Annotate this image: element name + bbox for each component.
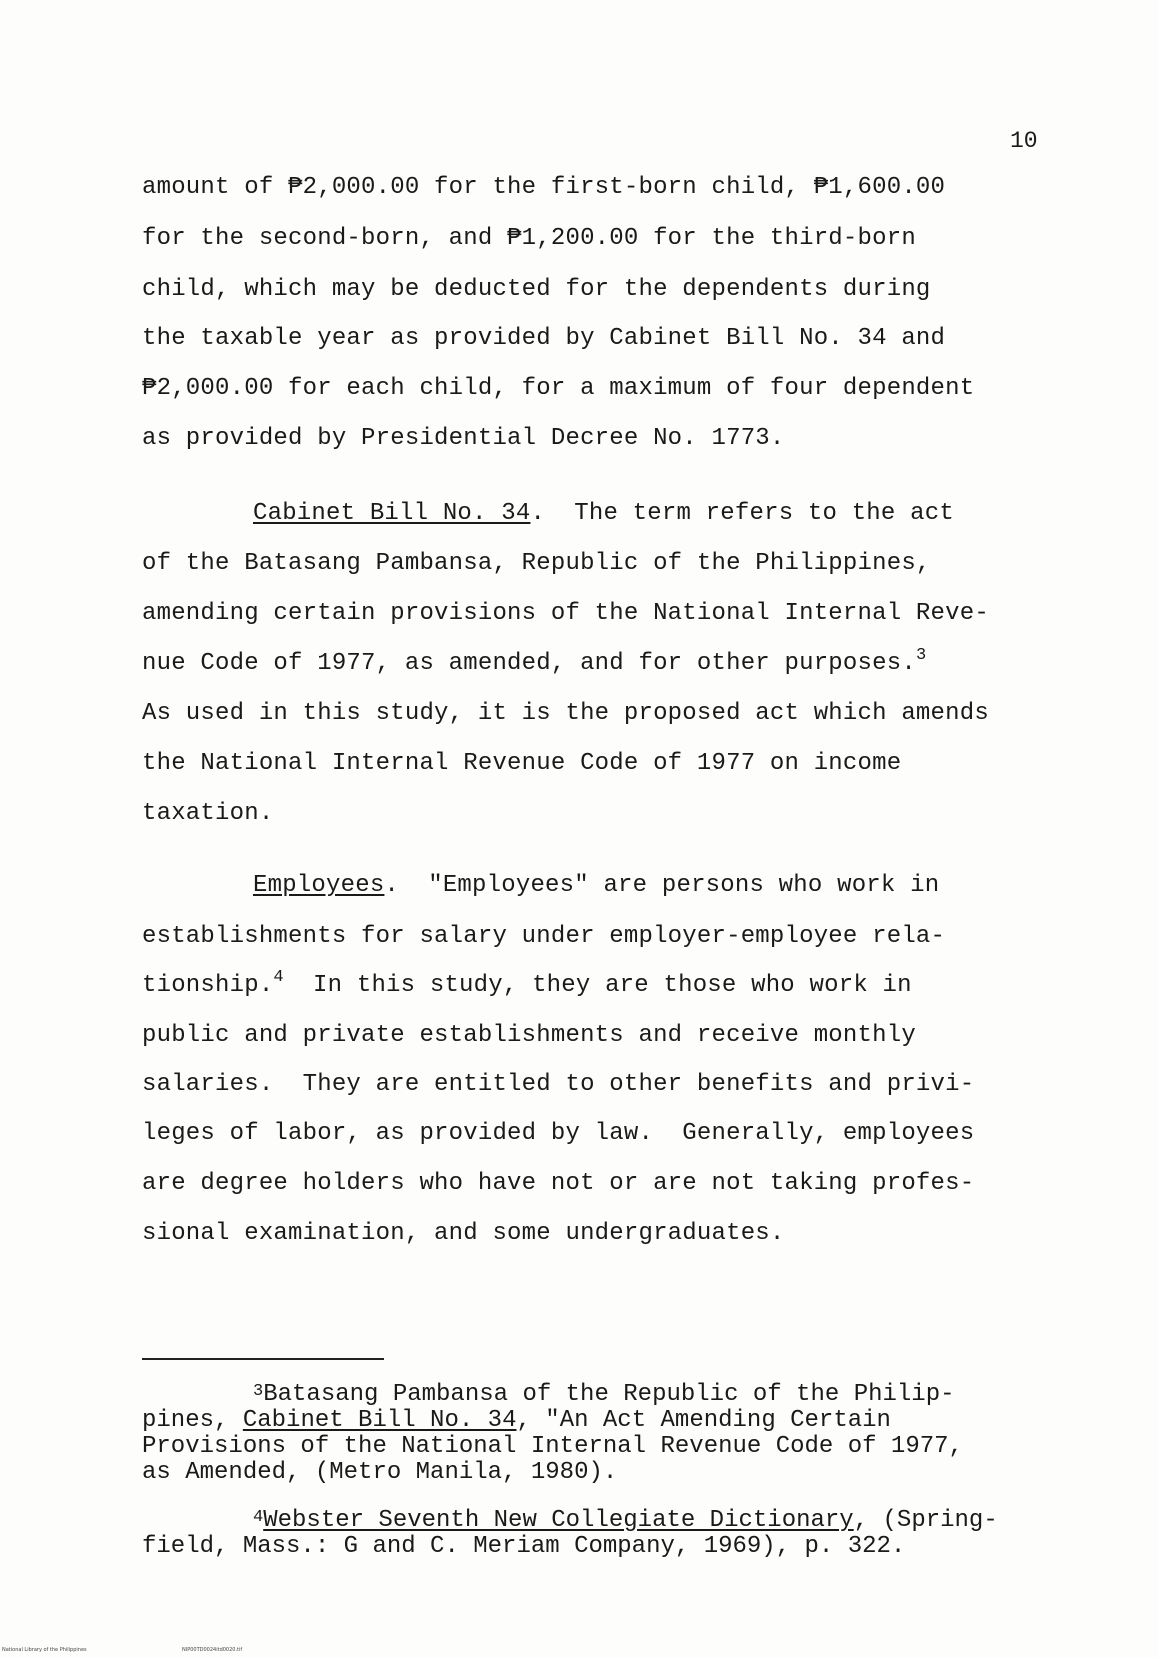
body-line: nue Code of 1977, as amended, and for other purposes.$^3$ xyxy=(142,646,927,677)
defined-term-employees: Employees xyxy=(253,872,385,899)
footnote-4-line: $^4$Webster Seventh New Collegiate Dictionary, (Spring- xyxy=(253,1507,998,1534)
body-line: As used in this study, it is the proposed act which amends xyxy=(142,700,989,727)
body-line: of the Batasang Pambansa, Republic of the Philippines, xyxy=(142,550,931,577)
body-line: are degree holders who have not or are not taking profes- xyxy=(142,1170,975,1197)
body-line: amending certain provisions of the National Internal Reve- xyxy=(142,600,989,627)
body-line: ₱2,000.00 for each child, for a maximum of four dependent xyxy=(142,375,975,402)
scan-footer-filename: NIP00TD0024itd0020.tif xyxy=(182,1647,243,1653)
footnote-divider xyxy=(142,1358,384,1360)
body-line: salaries. They are entitled to other benefits and privi- xyxy=(142,1071,975,1098)
body-line: for the second-born, and ₱1,200.00 for the third-born xyxy=(142,225,916,252)
body-line: establishments for salary under employer-employee rela- xyxy=(142,923,946,950)
body-line: leges of labor, as provided by law. Generally, employees xyxy=(142,1120,975,1147)
body-line: as provided by Presidential Decree No. 1773. xyxy=(142,425,785,452)
body-line: child, which may be deducted for the dependents during xyxy=(142,276,931,303)
defined-term-cabinet-bill: Cabinet Bill No. 34 xyxy=(253,500,531,527)
body-line: taxation. xyxy=(142,800,274,827)
footnote-4-title: Webster Seventh New Collegiate Dictionary xyxy=(263,1507,854,1534)
body-line: amount of ₱2,000.00 for the first-born child, ₱1,600.00 xyxy=(142,174,946,201)
scan-footer-library: National Library of the Philippines xyxy=(2,1647,87,1653)
definition-line: Employees. "Employees" are persons who work in xyxy=(253,872,940,899)
footnote-3-line: pines, Cabinet Bill No. 34, "An Act Amending Certain xyxy=(142,1407,891,1434)
body-line: the taxable year as provided by Cabinet Bill No. 34 and xyxy=(142,325,946,352)
footnote-4-line: field, Mass.: G and C. Meriam Company, 1969), p. 322. xyxy=(142,1533,906,1560)
footnote-number-4: 4 xyxy=(253,1508,264,1527)
footnote-3-title: Cabinet Bill No. 34 xyxy=(242,1407,517,1434)
page-number: 10 xyxy=(1010,128,1038,154)
body-line: sional examination, and some undergraduates. xyxy=(142,1220,785,1247)
body-line: public and private establishments and receive monthly xyxy=(142,1022,916,1049)
footnote-3-line: Provisions of the National Internal Revenue Code of 1977, xyxy=(142,1433,963,1460)
footnote-number-3: 3 xyxy=(253,1382,264,1401)
footnote-ref-3: 3 xyxy=(915,646,927,665)
body-line: tionship.$^4$ In this study, they are those who work in xyxy=(142,968,912,999)
footnote-3-line: as Amended, (Metro Manila, 1980). xyxy=(142,1459,618,1486)
body-line: the National Internal Revenue Code of 1977 on income xyxy=(142,750,902,777)
footnote-3-line: $^3$Batasang Pambansa of the Republic of the Philip- xyxy=(253,1381,955,1408)
definition-line: Cabinet Bill No. 34. The term refers to the act xyxy=(253,500,954,527)
footnote-ref-4: 4 xyxy=(273,968,284,987)
